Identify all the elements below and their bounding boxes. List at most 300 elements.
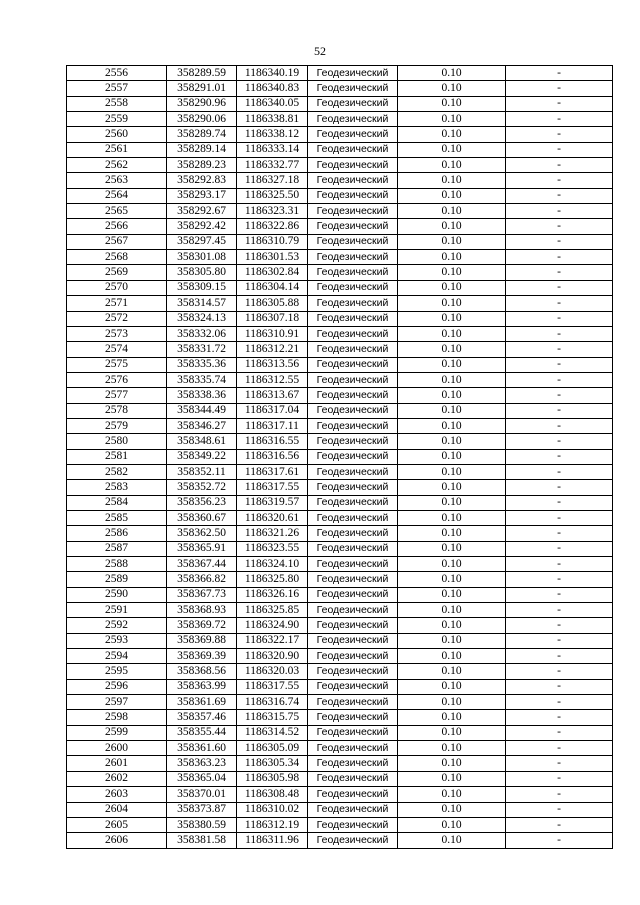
accuracy-cell: 0.10 <box>398 695 506 710</box>
note-cell: - <box>506 280 613 295</box>
accuracy-cell: 0.10 <box>398 633 506 648</box>
table-row <box>67 311 613 326</box>
y-coordinate-cell: 1186317.55 <box>237 679 308 694</box>
coordinates-table-body <box>67 66 613 849</box>
method-cell: Геодезический <box>308 633 398 648</box>
method-cell: Геодезический <box>308 418 398 433</box>
note-cell: - <box>506 526 613 541</box>
method-cell: Геодезический <box>308 188 398 203</box>
accuracy-cell: 0.10 <box>398 664 506 679</box>
point-number-cell: 2565 <box>67 204 167 219</box>
x-coordinate-cell: 358292.42 <box>167 219 237 234</box>
accuracy-cell: 0.10 <box>398 817 506 832</box>
accuracy-cell: 0.10 <box>398 296 506 311</box>
x-coordinate-cell: 358331.72 <box>167 342 237 357</box>
table-row <box>67 495 613 510</box>
x-coordinate-cell: 358373.87 <box>167 802 237 817</box>
table-row <box>67 326 613 341</box>
accuracy-cell: 0.10 <box>398 756 506 771</box>
note-cell: - <box>506 603 613 618</box>
y-coordinate-cell: 1186338.81 <box>237 112 308 127</box>
x-coordinate-cell: 358368.93 <box>167 603 237 618</box>
table-row <box>67 833 613 848</box>
point-number-cell: 2576 <box>67 372 167 387</box>
table-row <box>67 372 613 387</box>
accuracy-cell: 0.10 <box>398 603 506 618</box>
x-coordinate-cell: 358290.06 <box>167 112 237 127</box>
method-cell: Геодезический <box>308 204 398 219</box>
point-number-cell: 2594 <box>67 649 167 664</box>
table-row <box>67 526 613 541</box>
note-cell: - <box>506 388 613 403</box>
x-coordinate-cell: 358297.45 <box>167 234 237 249</box>
x-coordinate-cell: 358369.72 <box>167 618 237 633</box>
table-row <box>67 280 613 295</box>
table-row <box>67 787 613 802</box>
coordinates-table <box>66 65 613 849</box>
y-coordinate-cell: 1186323.31 <box>237 204 308 219</box>
table-row <box>67 204 613 219</box>
x-coordinate-cell: 358344.49 <box>167 403 237 418</box>
accuracy-cell: 0.10 <box>398 219 506 234</box>
note-cell: - <box>506 725 613 740</box>
method-cell: Геодезический <box>308 510 398 525</box>
accuracy-cell: 0.10 <box>398 388 506 403</box>
x-coordinate-cell: 358289.74 <box>167 127 237 142</box>
note-cell: - <box>506 679 613 694</box>
note-cell: - <box>506 158 613 173</box>
point-number-cell: 2571 <box>67 296 167 311</box>
y-coordinate-cell: 1186304.14 <box>237 280 308 295</box>
y-coordinate-cell: 1186305.09 <box>237 741 308 756</box>
table-row <box>67 127 613 142</box>
method-cell: Геодезический <box>308 817 398 832</box>
table-row <box>67 96 613 111</box>
method-cell: Геодезический <box>308 96 398 111</box>
method-cell: Геодезический <box>308 618 398 633</box>
y-coordinate-cell: 1186305.98 <box>237 771 308 786</box>
table-row <box>67 695 613 710</box>
x-coordinate-cell: 358357.46 <box>167 710 237 725</box>
x-coordinate-cell: 358349.22 <box>167 449 237 464</box>
point-number-cell: 2578 <box>67 403 167 418</box>
y-coordinate-cell: 1186314.52 <box>237 725 308 740</box>
y-coordinate-cell: 1186332.77 <box>237 158 308 173</box>
method-cell: Геодезический <box>308 449 398 464</box>
x-coordinate-cell: 358346.27 <box>167 418 237 433</box>
note-cell: - <box>506 695 613 710</box>
method-cell: Геодезический <box>308 219 398 234</box>
y-coordinate-cell: 1186308.48 <box>237 787 308 802</box>
x-coordinate-cell: 358301.08 <box>167 250 237 265</box>
point-number-cell: 2572 <box>67 311 167 326</box>
accuracy-cell: 0.10 <box>398 265 506 280</box>
accuracy-cell: 0.10 <box>398 250 506 265</box>
table-row <box>67 418 613 433</box>
method-cell: Геодезический <box>308 771 398 786</box>
note-cell: - <box>506 357 613 372</box>
accuracy-cell: 0.10 <box>398 112 506 127</box>
note-cell: - <box>506 557 613 572</box>
method-cell: Геодезический <box>308 311 398 326</box>
point-number-cell: 2562 <box>67 158 167 173</box>
method-cell: Геодезический <box>308 541 398 556</box>
point-number-cell: 2588 <box>67 557 167 572</box>
point-number-cell: 2557 <box>67 81 167 96</box>
note-cell: - <box>506 833 613 848</box>
note-cell: - <box>506 326 613 341</box>
point-number-cell: 2598 <box>67 710 167 725</box>
point-number-cell: 2568 <box>67 250 167 265</box>
table-row <box>67 112 613 127</box>
note-cell: - <box>506 480 613 495</box>
y-coordinate-cell: 1186325.85 <box>237 603 308 618</box>
note-cell: - <box>506 173 613 188</box>
point-number-cell: 2564 <box>67 188 167 203</box>
point-number-cell: 2566 <box>67 219 167 234</box>
y-coordinate-cell: 1186316.74 <box>237 695 308 710</box>
table-row <box>67 618 613 633</box>
note-cell: - <box>506 817 613 832</box>
note-cell: - <box>506 372 613 387</box>
note-cell: - <box>506 219 613 234</box>
note-cell: - <box>506 250 613 265</box>
point-number-cell: 2561 <box>67 142 167 157</box>
accuracy-cell: 0.10 <box>398 526 506 541</box>
x-coordinate-cell: 358365.91 <box>167 541 237 556</box>
table-row <box>67 219 613 234</box>
method-cell: Геодезический <box>308 802 398 817</box>
x-coordinate-cell: 358335.74 <box>167 372 237 387</box>
method-cell: Геодезический <box>308 403 398 418</box>
method-cell: Геодезический <box>308 833 398 848</box>
accuracy-cell: 0.10 <box>398 142 506 157</box>
point-number-cell: 2558 <box>67 96 167 111</box>
y-coordinate-cell: 1186322.86 <box>237 219 308 234</box>
note-cell: - <box>506 96 613 111</box>
method-cell: Геодезический <box>308 787 398 802</box>
accuracy-cell: 0.10 <box>398 280 506 295</box>
accuracy-cell: 0.10 <box>398 127 506 142</box>
note-cell: - <box>506 112 613 127</box>
note-cell: - <box>506 649 613 664</box>
x-coordinate-cell: 358332.06 <box>167 326 237 341</box>
table-row <box>67 480 613 495</box>
table-row <box>67 173 613 188</box>
table-row <box>67 557 613 572</box>
method-cell: Геодезический <box>308 725 398 740</box>
method-cell: Геодезический <box>308 679 398 694</box>
table-row <box>67 142 613 157</box>
method-cell: Геодезический <box>308 495 398 510</box>
method-cell: Геодезический <box>308 480 398 495</box>
accuracy-cell: 0.10 <box>398 587 506 602</box>
method-cell: Геодезический <box>308 587 398 602</box>
method-cell: Геодезический <box>308 81 398 96</box>
accuracy-cell: 0.10 <box>398 326 506 341</box>
x-coordinate-cell: 358369.39 <box>167 649 237 664</box>
method-cell: Геодезический <box>308 572 398 587</box>
accuracy-cell: 0.10 <box>398 725 506 740</box>
note-cell: - <box>506 265 613 280</box>
y-coordinate-cell: 1186312.21 <box>237 342 308 357</box>
point-number-cell: 2582 <box>67 464 167 479</box>
point-number-cell: 2586 <box>67 526 167 541</box>
method-cell: Геодезический <box>308 250 398 265</box>
accuracy-cell: 0.10 <box>398 618 506 633</box>
x-coordinate-cell: 358314.57 <box>167 296 237 311</box>
accuracy-cell: 0.10 <box>398 158 506 173</box>
x-coordinate-cell: 358367.44 <box>167 557 237 572</box>
point-number-cell: 2563 <box>67 173 167 188</box>
method-cell: Геодезический <box>308 695 398 710</box>
point-number-cell: 2587 <box>67 541 167 556</box>
note-cell: - <box>506 142 613 157</box>
method-cell: Геодезический <box>308 296 398 311</box>
note-cell: - <box>506 81 613 96</box>
table-row <box>67 234 613 249</box>
y-coordinate-cell: 1186317.55 <box>237 480 308 495</box>
method-cell: Геодезический <box>308 664 398 679</box>
x-coordinate-cell: 358289.23 <box>167 158 237 173</box>
y-coordinate-cell: 1186321.26 <box>237 526 308 541</box>
method-cell: Геодезический <box>308 649 398 664</box>
accuracy-cell: 0.10 <box>398 204 506 219</box>
point-number-cell: 2581 <box>67 449 167 464</box>
method-cell: Геодезический <box>308 280 398 295</box>
table-row <box>67 756 613 771</box>
y-coordinate-cell: 1186312.55 <box>237 372 308 387</box>
note-cell: - <box>506 664 613 679</box>
y-coordinate-cell: 1186317.11 <box>237 418 308 433</box>
note-cell: - <box>506 464 613 479</box>
table-row <box>67 510 613 525</box>
accuracy-cell: 0.10 <box>398 311 506 326</box>
y-coordinate-cell: 1186324.90 <box>237 618 308 633</box>
note-cell: - <box>506 311 613 326</box>
accuracy-cell: 0.10 <box>398 541 506 556</box>
y-coordinate-cell: 1186313.67 <box>237 388 308 403</box>
note-cell: - <box>506 449 613 464</box>
table-row <box>67 771 613 786</box>
point-number-cell: 2602 <box>67 771 167 786</box>
method-cell: Геодезический <box>308 372 398 387</box>
table-row <box>67 449 613 464</box>
point-number-cell: 2580 <box>67 434 167 449</box>
accuracy-cell: 0.10 <box>398 173 506 188</box>
x-coordinate-cell: 358348.61 <box>167 434 237 449</box>
point-number-cell: 2559 <box>67 112 167 127</box>
y-coordinate-cell: 1186324.10 <box>237 557 308 572</box>
y-coordinate-cell: 1186333.14 <box>237 142 308 157</box>
accuracy-cell: 0.10 <box>398 572 506 587</box>
y-coordinate-cell: 1186317.04 <box>237 403 308 418</box>
x-coordinate-cell: 358305.80 <box>167 265 237 280</box>
x-coordinate-cell: 358367.73 <box>167 587 237 602</box>
table-row <box>67 572 613 587</box>
y-coordinate-cell: 1186310.91 <box>237 326 308 341</box>
table-row <box>67 541 613 556</box>
note-cell: - <box>506 802 613 817</box>
y-coordinate-cell: 1186325.80 <box>237 572 308 587</box>
x-coordinate-cell: 358361.60 <box>167 741 237 756</box>
table-row <box>67 66 613 81</box>
note-cell: - <box>506 188 613 203</box>
note-cell: - <box>506 618 613 633</box>
point-number-cell: 2604 <box>67 802 167 817</box>
accuracy-cell: 0.10 <box>398 679 506 694</box>
y-coordinate-cell: 1186317.61 <box>237 464 308 479</box>
method-cell: Геодезический <box>308 710 398 725</box>
note-cell: - <box>506 633 613 648</box>
accuracy-cell: 0.10 <box>398 510 506 525</box>
x-coordinate-cell: 358335.36 <box>167 357 237 372</box>
table-row <box>67 81 613 96</box>
x-coordinate-cell: 358352.11 <box>167 464 237 479</box>
accuracy-cell: 0.10 <box>398 188 506 203</box>
x-coordinate-cell: 358292.83 <box>167 173 237 188</box>
note-cell: - <box>506 541 613 556</box>
x-coordinate-cell: 358324.13 <box>167 311 237 326</box>
note-cell: - <box>506 127 613 142</box>
method-cell: Геодезический <box>308 326 398 341</box>
accuracy-cell: 0.10 <box>398 342 506 357</box>
accuracy-cell: 0.10 <box>398 234 506 249</box>
y-coordinate-cell: 1186305.34 <box>237 756 308 771</box>
point-number-cell: 2603 <box>67 787 167 802</box>
y-coordinate-cell: 1186340.05 <box>237 96 308 111</box>
method-cell: Геодезический <box>308 173 398 188</box>
note-cell: - <box>506 434 613 449</box>
y-coordinate-cell: 1186307.18 <box>237 311 308 326</box>
table-row <box>67 342 613 357</box>
table-row <box>67 710 613 725</box>
table-row <box>67 403 613 418</box>
note-cell: - <box>506 296 613 311</box>
table-row <box>67 802 613 817</box>
point-number-cell: 2605 <box>67 817 167 832</box>
accuracy-cell: 0.10 <box>398 741 506 756</box>
note-cell: - <box>506 771 613 786</box>
accuracy-cell: 0.10 <box>398 495 506 510</box>
y-coordinate-cell: 1186323.55 <box>237 541 308 556</box>
note-cell: - <box>506 587 613 602</box>
accuracy-cell: 0.10 <box>398 81 506 96</box>
x-coordinate-cell: 358363.23 <box>167 756 237 771</box>
x-coordinate-cell: 358309.15 <box>167 280 237 295</box>
note-cell: - <box>506 572 613 587</box>
x-coordinate-cell: 358361.69 <box>167 695 237 710</box>
point-number-cell: 2560 <box>67 127 167 142</box>
accuracy-cell: 0.10 <box>398 66 506 81</box>
method-cell: Геодезический <box>308 142 398 157</box>
y-coordinate-cell: 1186320.90 <box>237 649 308 664</box>
accuracy-cell: 0.10 <box>398 787 506 802</box>
table-row <box>67 679 613 694</box>
table-row <box>67 250 613 265</box>
y-coordinate-cell: 1186340.83 <box>237 81 308 96</box>
point-number-cell: 2589 <box>67 572 167 587</box>
table-row <box>67 357 613 372</box>
point-number-cell: 2556 <box>67 66 167 81</box>
x-coordinate-cell: 358289.14 <box>167 142 237 157</box>
method-cell: Геодезический <box>308 127 398 142</box>
y-coordinate-cell: 1186327.18 <box>237 173 308 188</box>
y-coordinate-cell: 1186320.61 <box>237 510 308 525</box>
point-number-cell: 2599 <box>67 725 167 740</box>
method-cell: Геодезический <box>308 357 398 372</box>
point-number-cell: 2584 <box>67 495 167 510</box>
table-row <box>67 725 613 740</box>
table-row <box>67 664 613 679</box>
method-cell: Геодезический <box>308 557 398 572</box>
x-coordinate-cell: 358362.50 <box>167 526 237 541</box>
note-cell: - <box>506 787 613 802</box>
x-coordinate-cell: 358355.44 <box>167 725 237 740</box>
x-coordinate-cell: 358289.59 <box>167 66 237 81</box>
x-coordinate-cell: 358381.58 <box>167 833 237 848</box>
x-coordinate-cell: 358366.82 <box>167 572 237 587</box>
x-coordinate-cell: 358356.23 <box>167 495 237 510</box>
point-number-cell: 2600 <box>67 741 167 756</box>
point-number-cell: 2595 <box>67 664 167 679</box>
accuracy-cell: 0.10 <box>398 833 506 848</box>
y-coordinate-cell: 1186326.16 <box>237 587 308 602</box>
x-coordinate-cell: 358290.96 <box>167 96 237 111</box>
point-number-cell: 2575 <box>67 357 167 372</box>
accuracy-cell: 0.10 <box>398 418 506 433</box>
note-cell: - <box>506 342 613 357</box>
note-cell: - <box>506 403 613 418</box>
point-number-cell: 2585 <box>67 510 167 525</box>
y-coordinate-cell: 1186340.19 <box>237 66 308 81</box>
x-coordinate-cell: 358338.36 <box>167 388 237 403</box>
table-row <box>67 741 613 756</box>
y-coordinate-cell: 1186325.50 <box>237 188 308 203</box>
point-number-cell: 2577 <box>67 388 167 403</box>
y-coordinate-cell: 1186301.53 <box>237 250 308 265</box>
accuracy-cell: 0.10 <box>398 372 506 387</box>
table-row <box>67 296 613 311</box>
method-cell: Геодезический <box>308 434 398 449</box>
accuracy-cell: 0.10 <box>398 96 506 111</box>
method-cell: Геодезический <box>308 756 398 771</box>
note-cell: - <box>506 204 613 219</box>
y-coordinate-cell: 1186313.56 <box>237 357 308 372</box>
point-number-cell: 2593 <box>67 633 167 648</box>
method-cell: Геодезический <box>308 464 398 479</box>
accuracy-cell: 0.10 <box>398 557 506 572</box>
table-row <box>67 587 613 602</box>
point-number-cell: 2592 <box>67 618 167 633</box>
table-row <box>67 158 613 173</box>
point-number-cell: 2570 <box>67 280 167 295</box>
note-cell: - <box>506 741 613 756</box>
y-coordinate-cell: 1186310.02 <box>237 802 308 817</box>
method-cell: Геодезический <box>308 526 398 541</box>
page-number: 52 <box>314 44 326 58</box>
x-coordinate-cell: 358293.17 <box>167 188 237 203</box>
method-cell: Геодезический <box>308 66 398 81</box>
y-coordinate-cell: 1186322.17 <box>237 633 308 648</box>
table-row <box>67 817 613 832</box>
y-coordinate-cell: 1186310.79 <box>237 234 308 249</box>
note-cell: - <box>506 234 613 249</box>
point-number-cell: 2583 <box>67 480 167 495</box>
y-coordinate-cell: 1186338.12 <box>237 127 308 142</box>
x-coordinate-cell: 358368.56 <box>167 664 237 679</box>
note-cell: - <box>506 756 613 771</box>
